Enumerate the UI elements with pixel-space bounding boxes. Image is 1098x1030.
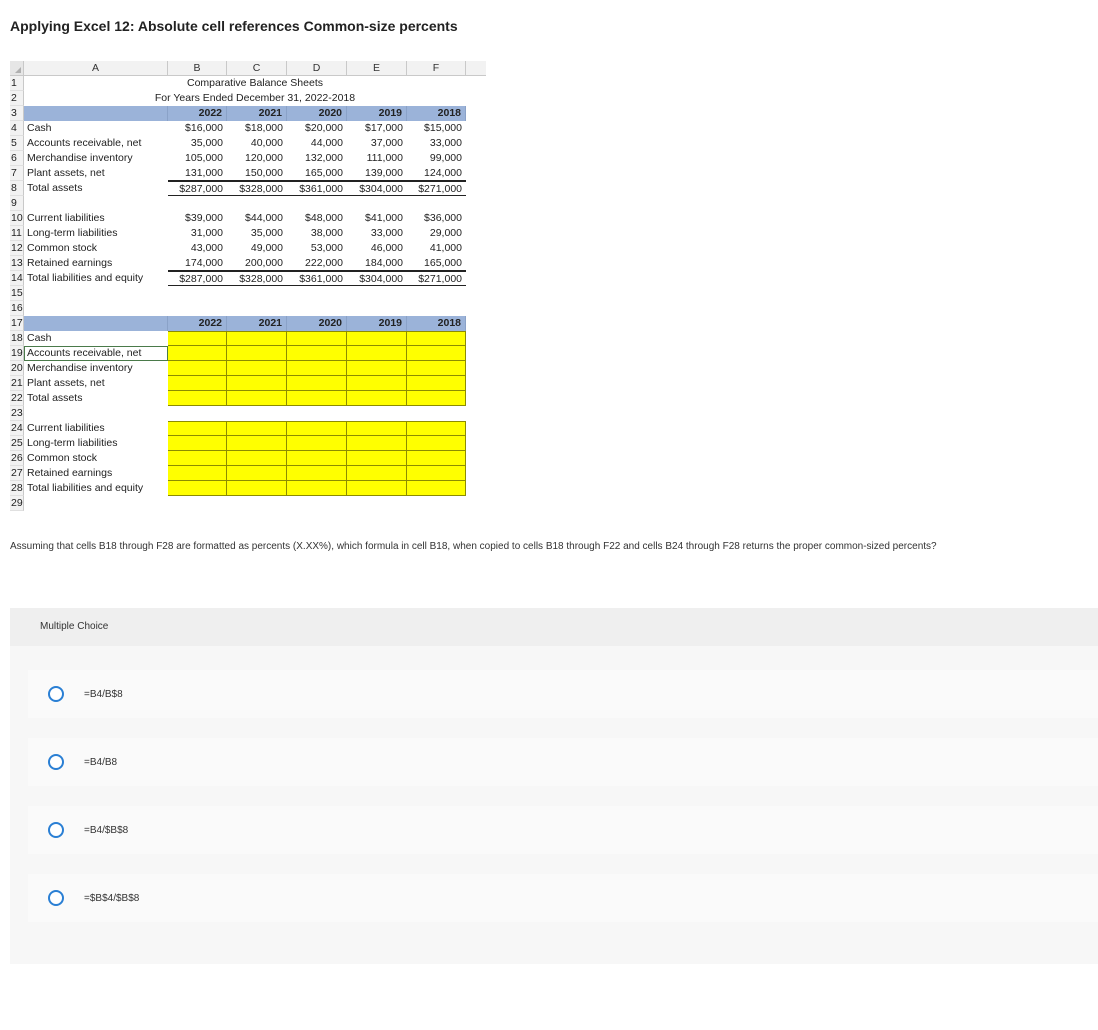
choice-label: =B4/B$8 xyxy=(84,688,123,700)
value-cell[interactable]: 38,000 xyxy=(310,227,343,239)
row-number[interactable]: 12 xyxy=(11,242,23,254)
value-cell[interactable]: 49,000 xyxy=(250,242,283,254)
row-number[interactable]: 17 xyxy=(11,317,23,329)
input-cell[interactable] xyxy=(227,331,287,346)
row-number[interactable]: 26 xyxy=(11,452,23,464)
row-number[interactable]: 27 xyxy=(11,467,23,479)
value-cell[interactable]: 150,000 xyxy=(227,166,287,181)
year-header[interactable]: 2019 xyxy=(347,316,407,331)
value-cell[interactable]: 41,000 xyxy=(429,242,462,254)
row-number[interactable]: 14 xyxy=(11,272,23,284)
value-cell[interactable]: $304,000 xyxy=(347,181,407,196)
radio-button[interactable] xyxy=(48,754,64,770)
row-label[interactable]: Current liabilities xyxy=(27,212,105,224)
header-cell-blank[interactable] xyxy=(24,316,168,331)
year-header[interactable]: 2018 xyxy=(407,106,466,121)
value-cell[interactable]: $41,000 xyxy=(365,212,403,224)
row-number[interactable]: 20 xyxy=(11,362,23,374)
col-header-c[interactable]: C xyxy=(227,61,287,75)
value-cell[interactable]: $361,000 xyxy=(287,271,347,286)
year-header[interactable]: 2018 xyxy=(407,316,466,331)
input-cell[interactable] xyxy=(168,421,227,436)
row-label[interactable]: Total assets xyxy=(27,392,83,404)
row-number[interactable]: 1 xyxy=(10,76,24,91)
value-cell[interactable]: 139,000 xyxy=(347,166,407,181)
input-cell[interactable] xyxy=(347,466,407,481)
value-cell[interactable]: 46,000 xyxy=(370,242,403,254)
sheet-row xyxy=(10,256,486,271)
input-cell[interactable] xyxy=(347,481,407,496)
input-cell[interactable] xyxy=(287,376,347,391)
input-cell[interactable] xyxy=(347,391,407,406)
row-number[interactable]: 11 xyxy=(10,226,24,241)
value-cell[interactable]: 40,000 xyxy=(250,137,283,149)
value-cell[interactable]: 124,000 xyxy=(407,166,466,181)
row-label[interactable]: Total assets xyxy=(27,182,83,194)
sheet-row xyxy=(10,91,486,106)
input-cell[interactable] xyxy=(287,346,347,361)
input-cell[interactable] xyxy=(168,436,227,451)
sheet-title: Comparative Balance Sheets xyxy=(187,77,323,89)
input-cell[interactable] xyxy=(168,391,227,406)
value-cell[interactable]: $271,000 xyxy=(407,271,466,286)
sheet-row xyxy=(10,271,486,286)
row-number[interactable]: 15 xyxy=(11,287,23,299)
input-cell[interactable] xyxy=(227,436,287,451)
row-label[interactable]: Merchandise inventory xyxy=(27,362,133,374)
value-cell[interactable]: 33,000 xyxy=(429,137,462,149)
multiple-choice-panel xyxy=(10,608,1098,964)
value-cell[interactable]: $328,000 xyxy=(227,181,287,196)
input-cell[interactable] xyxy=(407,481,466,496)
value-cell[interactable]: 35,000 xyxy=(190,137,223,149)
input-cell[interactable] xyxy=(287,481,347,496)
row-label[interactable]: Plant assets, net xyxy=(27,167,105,179)
year-header[interactable]: 2021 xyxy=(227,316,287,331)
value-cell[interactable]: $20,000 xyxy=(305,122,343,134)
sheet-row xyxy=(10,301,486,316)
row-number[interactable]: 24 xyxy=(11,422,23,434)
value-cell[interactable]: $271,000 xyxy=(407,181,466,196)
sheet-row xyxy=(10,136,486,151)
col-header-a[interactable]: A xyxy=(24,61,168,75)
row-number[interactable]: 8 xyxy=(10,181,24,196)
row-label[interactable]: Long-term liabilities xyxy=(27,227,118,239)
value-cell[interactable]: 33,000 xyxy=(370,227,403,239)
value-cell[interactable]: $361,000 xyxy=(287,181,347,196)
input-cell[interactable] xyxy=(407,376,466,391)
value-cell[interactable]: 105,000 xyxy=(185,152,223,164)
input-cell[interactable] xyxy=(287,391,347,406)
value-cell[interactable]: $328,000 xyxy=(227,271,287,286)
choice-option[interactable] xyxy=(28,806,1098,854)
page-title: Applying Excel 12: Absolute cell references Common-size percents xyxy=(10,18,458,34)
value-cell[interactable]: 165,000 xyxy=(407,256,466,271)
radio-button[interactable] xyxy=(48,822,64,838)
input-cell[interactable] xyxy=(407,451,466,466)
sheet-row xyxy=(10,466,486,481)
row-number[interactable]: 7 xyxy=(10,166,24,181)
value-cell[interactable]: 120,000 xyxy=(245,152,283,164)
sheet-row xyxy=(10,451,486,466)
sheet-row xyxy=(10,436,486,451)
col-header-e[interactable]: E xyxy=(347,61,407,75)
row-number[interactable]: 16 xyxy=(11,302,23,314)
value-cell[interactable]: $17,000 xyxy=(365,122,403,134)
input-cell[interactable] xyxy=(287,466,347,481)
sheet-subtitle: For Years Ended December 31, 2022-2018 xyxy=(154,92,356,104)
value-cell[interactable]: $15,000 xyxy=(424,122,462,134)
choice-label: =B4/B8 xyxy=(84,756,118,768)
question-text: Assuming that cells B18 through F28 are formatted as percents (X.XX%), which formula in cell B18, when copied to cells B18 through F22 and cells B24 through F28 returns the proper common-sized percents? xyxy=(10,541,937,552)
sheet-row xyxy=(10,376,486,391)
col-header-b[interactable]: B xyxy=(168,61,227,75)
input-cell[interactable] xyxy=(168,466,227,481)
row-label[interactable]: Accounts receivable, net xyxy=(27,137,142,149)
input-cell[interactable] xyxy=(407,331,466,346)
value-cell[interactable]: 184,000 xyxy=(347,256,407,271)
row-number[interactable]: 23 xyxy=(11,407,23,419)
row-label[interactable]: Long-term liabilities xyxy=(27,437,118,449)
radio-button[interactable] xyxy=(48,686,64,702)
input-cell[interactable] xyxy=(287,451,347,466)
value-cell[interactable]: 43,000 xyxy=(190,242,223,254)
sheet-row xyxy=(10,391,486,406)
value-cell[interactable]: 111,000 xyxy=(366,152,403,164)
value-cell[interactable]: $287,000 xyxy=(168,271,227,286)
sheet-row xyxy=(10,481,486,496)
choice-option[interactable] xyxy=(28,874,1098,922)
input-cell[interactable] xyxy=(227,361,287,376)
input-cell[interactable] xyxy=(347,376,407,391)
input-cell[interactable] xyxy=(407,361,466,376)
input-cell[interactable] xyxy=(227,481,287,496)
input-cell[interactable] xyxy=(168,346,227,361)
value-cell[interactable]: 37,000 xyxy=(370,137,403,149)
value-cell[interactable]: 44,000 xyxy=(310,137,343,149)
row-label[interactable]: Total liabilities and equity xyxy=(27,272,144,284)
choice-option[interactable] xyxy=(28,670,1098,718)
row-number[interactable]: 2 xyxy=(10,91,24,106)
choice-option[interactable] xyxy=(28,738,1098,786)
input-cell[interactable] xyxy=(347,436,407,451)
row-label[interactable]: Cash xyxy=(27,122,52,134)
sheet-row xyxy=(10,241,486,256)
row-label[interactable]: Retained earnings xyxy=(27,467,113,479)
input-cell[interactable] xyxy=(287,331,347,346)
row-number[interactable]: 3 xyxy=(10,106,24,121)
input-cell[interactable] xyxy=(407,346,466,361)
row-number[interactable]: 5 xyxy=(10,136,24,151)
choice-label: =B4/$B$8 xyxy=(84,824,129,836)
sheet-row xyxy=(10,496,486,511)
common-size-header-row xyxy=(10,316,486,331)
value-cell[interactable]: 132,000 xyxy=(305,152,343,164)
year-header[interactable]: 2022 xyxy=(168,106,227,121)
value-cell[interactable]: $18,000 xyxy=(245,122,283,134)
sheet-row xyxy=(10,346,486,361)
col-header-f[interactable]: F xyxy=(407,61,466,75)
value-cell[interactable]: $48,000 xyxy=(305,212,343,224)
input-cell[interactable] xyxy=(347,331,407,346)
choice-label: =$B$4/$B$8 xyxy=(84,892,140,904)
row-number[interactable]: 28 xyxy=(11,482,23,494)
sheet-row xyxy=(10,211,486,226)
value-cell[interactable]: 222,000 xyxy=(287,256,347,271)
sheet-row xyxy=(10,151,486,166)
sheet-row xyxy=(10,181,486,196)
input-cell[interactable] xyxy=(168,451,227,466)
sheet-row xyxy=(10,286,486,301)
input-cell[interactable] xyxy=(227,376,287,391)
row-number[interactable]: 22 xyxy=(11,392,23,404)
header-cell-blank[interactable] xyxy=(24,106,168,121)
sheet-row xyxy=(10,226,486,241)
input-cell[interactable] xyxy=(227,451,287,466)
input-cell[interactable] xyxy=(407,391,466,406)
sheet-row xyxy=(10,166,486,181)
spreadsheet xyxy=(10,61,486,511)
input-cell[interactable] xyxy=(227,466,287,481)
value-cell[interactable]: $44,000 xyxy=(245,212,283,224)
input-cell[interactable] xyxy=(168,376,227,391)
row-label[interactable]: Accounts receivable, net xyxy=(24,346,168,361)
row-number[interactable]: 21 xyxy=(11,377,23,389)
input-cell[interactable] xyxy=(407,436,466,451)
input-cell[interactable] xyxy=(287,436,347,451)
sheet-row xyxy=(10,361,486,376)
row-number[interactable]: 25 xyxy=(11,437,23,449)
input-cell[interactable] xyxy=(287,421,347,436)
value-cell[interactable]: 131,000 xyxy=(168,166,227,181)
year-header[interactable]: 2019 xyxy=(347,106,407,121)
row-label[interactable]: Common stock xyxy=(27,452,98,464)
row-number[interactable]: 4 xyxy=(10,121,24,136)
value-cell[interactable]: $36,000 xyxy=(424,212,462,224)
input-cell[interactable] xyxy=(227,421,287,436)
year-header[interactable]: 2021 xyxy=(227,106,287,121)
row-label[interactable]: Retained earnings xyxy=(27,257,113,269)
input-cell[interactable] xyxy=(407,466,466,481)
value-cell[interactable]: $287,000 xyxy=(168,181,227,196)
sheet-row xyxy=(10,76,486,91)
input-cell[interactable] xyxy=(227,391,287,406)
value-cell[interactable]: 35,000 xyxy=(250,227,283,239)
col-header-d[interactable]: D xyxy=(287,61,347,75)
value-cell[interactable]: 53,000 xyxy=(310,242,343,254)
mc-header xyxy=(10,608,1098,646)
row-label[interactable]: Total liabilities and equity xyxy=(27,482,144,494)
radio-button[interactable] xyxy=(48,890,64,906)
row-label[interactable]: Merchandise inventory xyxy=(27,152,133,164)
value-cell[interactable]: 165,000 xyxy=(287,166,347,181)
value-cell[interactable]: 200,000 xyxy=(227,256,287,271)
column-headers xyxy=(10,61,486,76)
year-header-row xyxy=(10,106,486,121)
input-cell[interactable] xyxy=(227,346,287,361)
value-cell[interactable]: 174,000 xyxy=(168,256,227,271)
row-number[interactable]: 18 xyxy=(11,332,23,344)
row-number[interactable]: 10 xyxy=(11,212,23,224)
value-cell[interactable]: 99,000 xyxy=(429,152,462,164)
sheet-row xyxy=(10,121,486,136)
input-cell[interactable] xyxy=(347,361,407,376)
sheet-row xyxy=(10,406,486,421)
row-number[interactable]: 6 xyxy=(10,151,24,166)
input-cell[interactable] xyxy=(347,421,407,436)
mc-label: Multiple Choice xyxy=(40,621,109,632)
select-all-corner[interactable] xyxy=(10,61,24,75)
row-number[interactable]: 19 xyxy=(11,347,23,359)
sheet-row xyxy=(10,331,486,346)
value-cell[interactable]: 29,000 xyxy=(429,227,462,239)
input-cell[interactable] xyxy=(287,361,347,376)
row-label[interactable]: Plant assets, net xyxy=(27,377,105,389)
year-header[interactable]: 2020 xyxy=(287,106,347,121)
value-cell[interactable]: 31,000 xyxy=(190,227,223,239)
input-cell[interactable] xyxy=(168,361,227,376)
row-label[interactable]: Common stock xyxy=(27,242,98,254)
year-header[interactable]: 2022 xyxy=(168,316,227,331)
year-header[interactable]: 2020 xyxy=(287,316,347,331)
input-cell[interactable] xyxy=(168,481,227,496)
value-cell[interactable]: $304,000 xyxy=(347,271,407,286)
input-cell[interactable] xyxy=(347,346,407,361)
row-number[interactable]: 29 xyxy=(11,497,23,509)
row-label[interactable]: Cash xyxy=(27,332,52,344)
input-cell[interactable] xyxy=(347,451,407,466)
row-number[interactable]: 9 xyxy=(10,196,24,211)
sheet-row xyxy=(10,196,486,211)
value-cell[interactable]: $16,000 xyxy=(185,122,223,134)
row-label[interactable]: Current liabilities xyxy=(27,422,105,434)
value-cell[interactable]: $39,000 xyxy=(185,212,223,224)
row-number[interactable]: 13 xyxy=(11,257,23,269)
sheet-row xyxy=(10,421,486,436)
input-cell[interactable] xyxy=(407,421,466,436)
input-cell[interactable] xyxy=(168,331,227,346)
